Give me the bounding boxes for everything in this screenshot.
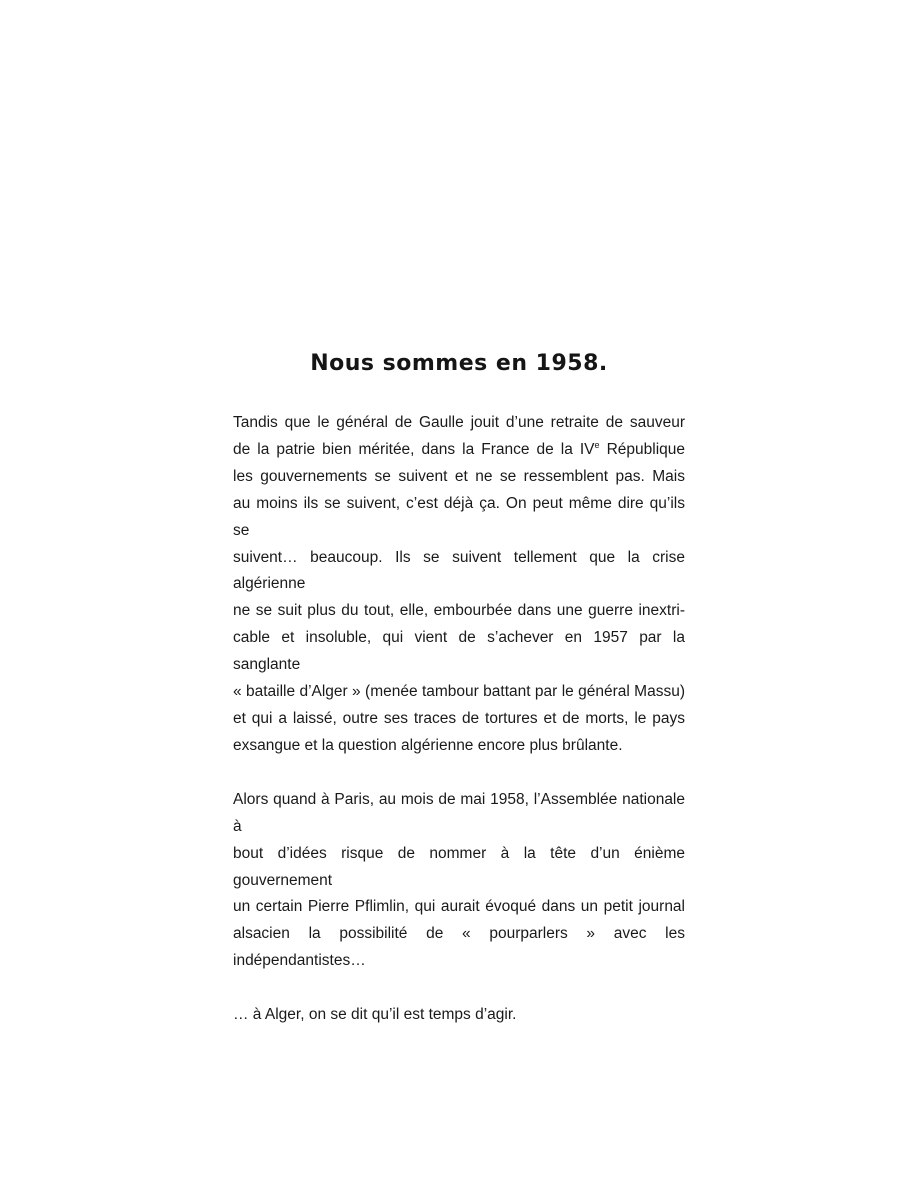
text-line: Alors quand à Paris, au mois de mai 1958, l’Assemblée nationale à — [233, 790, 685, 835]
text-line: et qui a laissé, outre ses traces de tortures et de morts, le pays — [233, 709, 685, 727]
page-content — [233, 346, 685, 1029]
text-line: les gouvernements se suivent et ne se ressemblent pas. Mais — [233, 467, 685, 485]
text-line: cable et insoluble, qui vient de s’achever en 1957 par la sanglante — [233, 629, 685, 674]
paragraph-assembly — [233, 787, 685, 975]
superscript: e — [594, 439, 600, 450]
paragraph-conclusion — [233, 1002, 685, 1029]
text-line: exsangue et la question algérienne encore plus brûlante. — [233, 736, 623, 754]
text-line: au moins ils se suivent, c’est déjà ça. On peut même dire qu’ils se — [233, 494, 685, 539]
text-line-start: de la patrie bien méritée, dans la France de la IV — [233, 440, 595, 458]
page-title: Nous sommes en 1958. — [310, 351, 608, 376]
paragraph-intro — [233, 410, 685, 760]
text-line: ne se suit plus du tout, elle, embourbée dans une guerre inextri- — [233, 602, 685, 620]
text-line: « bataille d’Alger » (menée tambour battant par le général Massu) — [233, 683, 685, 701]
text-line: Tandis que le général de Gaulle jouit d’une retraite de sauveur — [233, 414, 685, 431]
text-line — [233, 437, 685, 464]
text-line-end: République — [599, 440, 685, 458]
text-line: … à Alger, on se dit qu’il est temps d’agir. — [233, 1006, 517, 1024]
text-line: bout d’idées risque de nommer à la tête d’un énième gouvernement — [233, 844, 685, 889]
text-line: suivent… beaucoup. Ils se suivent tellement que la crise algérienne — [233, 548, 685, 593]
text-line: un certain Pierre Pflimlin, qui aurait évoqué dans un petit journal — [233, 898, 685, 916]
text-line: alsacien la possibilité de « pourparlers » avec les indépendantistes… — [233, 925, 685, 970]
